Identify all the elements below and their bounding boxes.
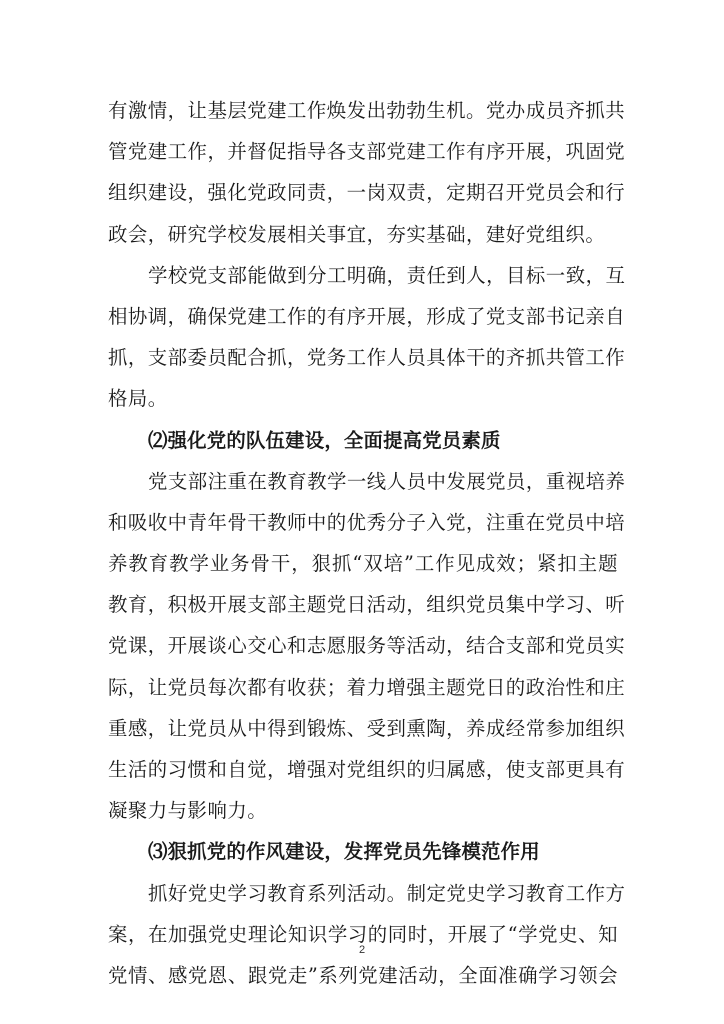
text-line: 组织建设，强化党政同责，一岗双责，定期召开党员会和行 <box>108 181 626 205</box>
text-line: 重感，让党员从中得到锻炼、受到熏陶，养成经常参加组织 <box>108 716 626 740</box>
text-line: 党支部注重在教育教学一线人员中发展党员，重视培养 <box>148 469 626 493</box>
body-text <box>108 90 626 996</box>
text-line: 养教育教学业务骨干，狠抓“双培”工作见成效；紧扣主题 <box>108 552 618 576</box>
text-line: 案，在加强党史理论知识学习的同时，开展了“学党史、知 <box>108 922 618 946</box>
text-line: 党情、感党恩、跟党走”系列党建活动，全面准确学习领会 <box>108 963 618 987</box>
text-line: 和吸收中青年骨干教师中的优秀分子入党，注重在党员中培 <box>108 510 626 534</box>
text-line: 生活的习惯和自觉，增强对党组织的归属感，使支部更具有 <box>108 758 626 781</box>
page-number: 2 <box>358 944 366 956</box>
text-line: 党课，开展谈心交心和志愿服务等活动，结合支部和党员实 <box>108 634 626 658</box>
text-line: 格局。 <box>108 387 168 411</box>
text-line: 抓，支部委员配合抓，党务工作人员具体干的齐抓共管工作 <box>108 346 626 370</box>
text-line: 有激情，让基层党建工作焕发出勃勃生机。党办成员齐抓共 <box>108 99 626 122</box>
text-line: 政会，研究学校发展相关事宜，夯实基础，建好党组织。 <box>108 222 606 246</box>
text-line: 教育，积极开展支部主题党日活动，组织党员集中学习、听 <box>108 593 626 617</box>
section-heading: ⑵强化党的队伍建设，全面提高党员素质 <box>148 428 501 452</box>
text-line: 管党建工作，并督促指导各支部党建工作有序开展，巩固党 <box>108 140 626 164</box>
text-line: 相协调，确保党建工作的有序开展，形成了党支部书记亲自 <box>108 304 626 328</box>
section-heading: ⑶狠抓党的作风建设，发挥党员先锋模范作用 <box>148 840 540 864</box>
text-line: 学校党支部能做到分工明确，责任到人，目标一致，互 <box>148 263 626 287</box>
text-line: 际，让党员每次都有收获；着力增强主题党日的政治性和庄 <box>108 675 626 699</box>
text-line: 凝聚力与影响力。 <box>108 799 268 823</box>
text-line: 抓好党史学习教育系列活动。制定党史学习教育工作方 <box>148 881 626 905</box>
